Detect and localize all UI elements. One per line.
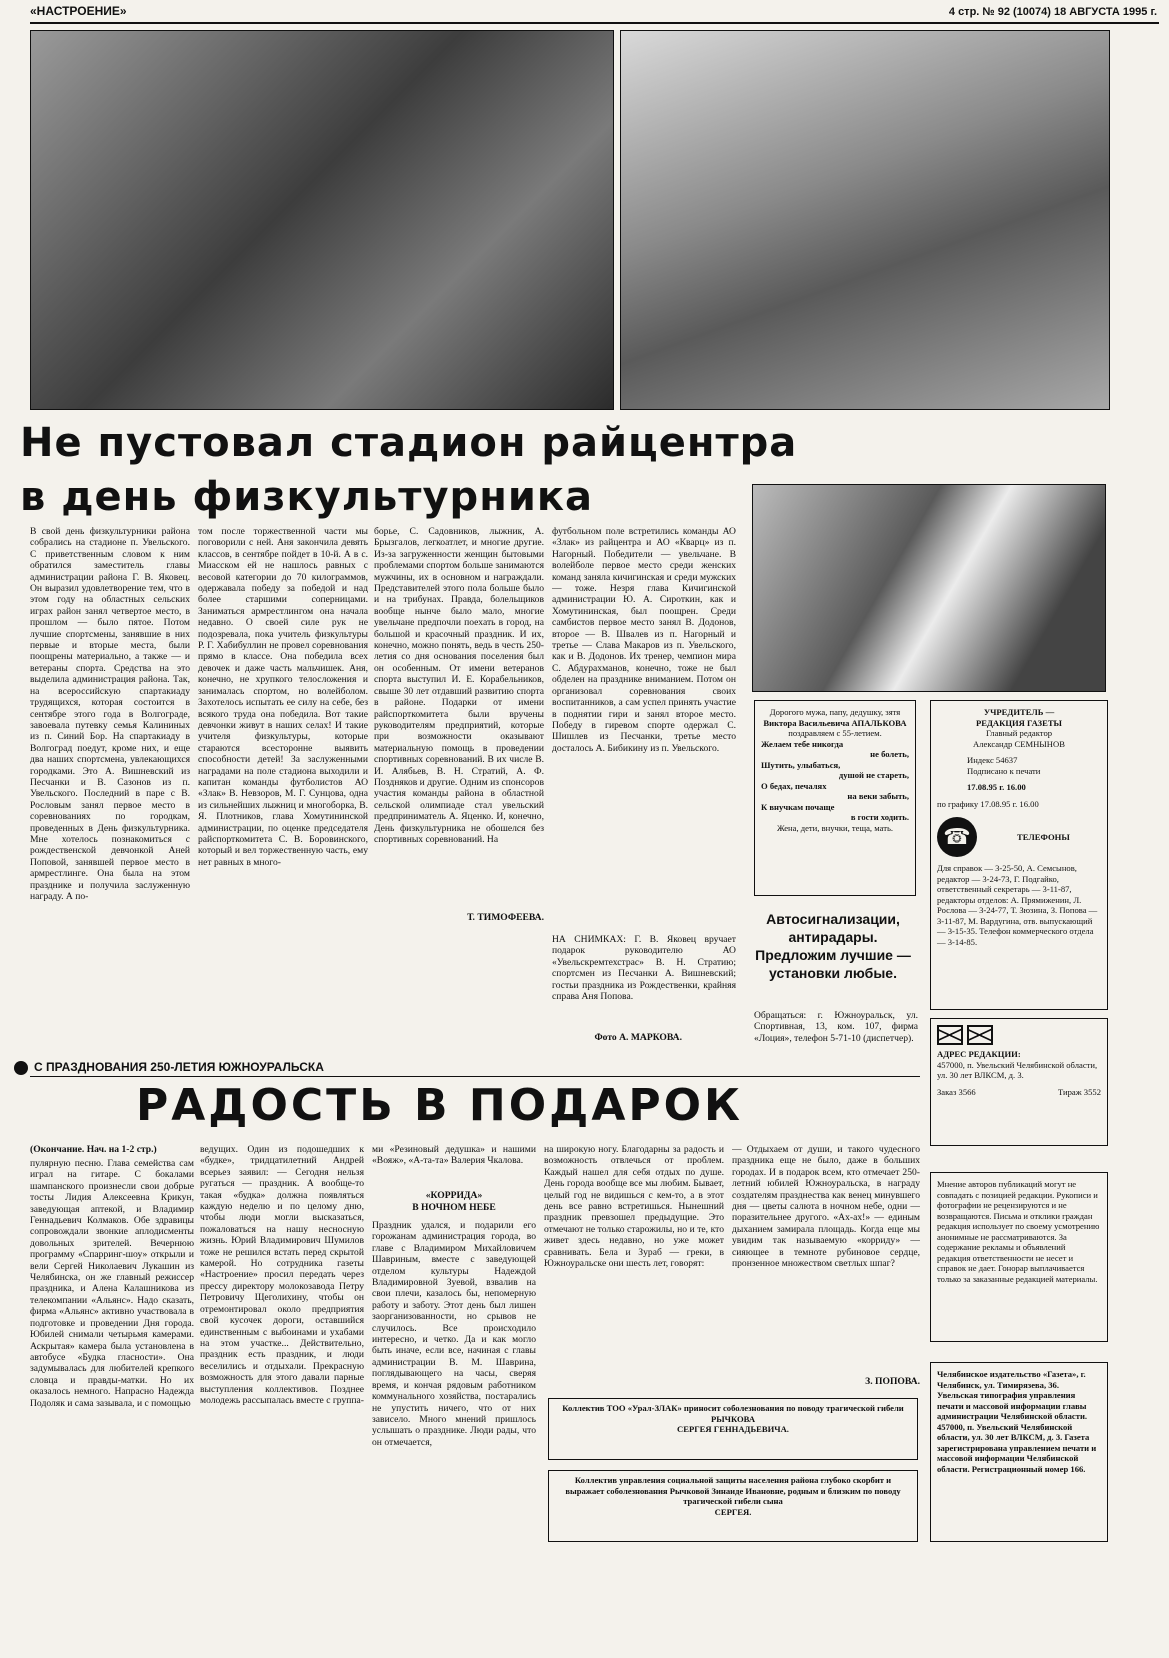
rubric-rule (30, 1076, 920, 1077)
founder-line4: Александр СЕМНЫНОВ (973, 738, 1065, 749)
founder-line1: УЧРЕДИТЕЛЬ — (983, 707, 1055, 717)
greeting-poem-2: не болеть, (870, 749, 909, 759)
greeting-signature: Жена, дети, внучки, теща, мать. (776, 822, 894, 833)
address-box (930, 1018, 1108, 1146)
greeting-poem-4: душой не стареть, (838, 770, 909, 780)
condolence1-name2: СЕРГЕЯ ГЕННАДЬЕВИЧА. (677, 1424, 789, 1434)
article2-col3: ми «Резиновый дедушка» и нашими «Вояж», «А-та-та» Валерия Чкалова. (372, 1144, 536, 1167)
article1-author: Т. ТИМОФЕЕВА. (467, 912, 544, 923)
address-title: АДРЕС РЕДАКЦИИ: (937, 1049, 1021, 1059)
condolence1-box (548, 1398, 918, 1460)
article2-title: РАДОСТЬ В ПОДАРОК (136, 1080, 743, 1131)
article2-subtitle1: «КОРРИДА» (425, 1190, 483, 1201)
phones-row (937, 817, 1101, 857)
article2-subtitle2: В НОЧНОМ НЕБЕ (412, 1202, 496, 1213)
phones-title: ТЕЛЕФОНЫ (1017, 831, 1070, 842)
greeting-poem-1: Желаем тебе никогда (761, 738, 844, 749)
greeting-occasion: поздравляем с 55-летием. (788, 728, 882, 738)
article1-title-line1: Не пустовал стадион райцентра (20, 420, 798, 466)
article1-title-line2: в день физкультурника (20, 474, 593, 520)
greeting-intro: Дорогого мужа, папу, дедушку, зятя (769, 707, 901, 717)
condolence1-text: Коллектив ТОО «Урал-ЗЛАК» приносит соболезнования по поводу трагической гибели (562, 1403, 904, 1413)
greeting-poem-8: в гости ходить. (850, 812, 909, 822)
founder-line3: Главный редактор (985, 728, 1053, 738)
telephone-icon: ☎ (937, 817, 977, 857)
photo-credit: Фото А. МАРКОВА. (594, 1032, 682, 1043)
publisher-box (930, 1362, 1108, 1542)
envelope-icon (937, 1025, 963, 1045)
photo-spectators (30, 30, 614, 410)
article2-subtext: Праздник удался, и подарили его горожанам администрация города, во главе с Владимиром Михайловичем Шавриным, вместе с заведующей отделом культуры Надеждой Владимировной Зуевой, взвалив на свои плечи, казалось бы, непомерную работу и заботу. Этот день был лишен заорганизованности, но срывов не случилось. Все происходило интересно, и четко. Да и как могло быть иначе, если все, начиная с главы администрации В. М. Шаврина, поглядывающего на часы, сверяя время, и кончая рядовым работником коммунального хозяйства, постарались не упустить ничего, что от них зависело. Много мнений пришлось услышать о празднике. Люди рады, что он отмечается, (372, 1220, 536, 1448)
photo-athlete (620, 30, 1110, 410)
rubric-bullet (14, 1061, 28, 1075)
founder-index: Индекс 54637 (967, 755, 1018, 765)
article1-col4: футбольном поле встретились команды АО «Злак» из райцентра и АО «Кварц» из п. Нагорный. Победители — увельчане. В волейболе первое место среди женских команд заняла кичигинская и среди мужских — тоже. Незря глава Кичигинской администрации Ю. А. Сироткин, как и Хомутининская, был поощрен. Среди самбистов первое место занял В. Додонов, второе — В. Швалев из п. Нагорный и третье — Слава Макаров из п. Увельского, как и В. Додонов. Их тренер, чемпион мира С. Абдурахманов, конечно, тоже не был обделен на празднике вниманием. Потом он организовал соревнования своих воспитанников, а сам успел принять участие в поднятии гири и занял второе место. Победу в гиревом спорте одержал С. Шишлев из Песчанки, третье место досталось А. Бибикину из п. Увельского. (552, 526, 736, 754)
circulation: Тираж 3552 (1057, 1086, 1101, 1097)
ad-contact: Обращаться: г. Южноуральск, ул. Спортивная, 13, ком. 107, фирма «Лоция», телефон 5-71-10 (диспетчер). (754, 1010, 918, 1044)
greeting-poem-5: О бедах, печалях (761, 780, 827, 791)
founder-subscription: Подписано к печати (967, 765, 1041, 776)
article2-col2: ведущих. Один из подошедших к «будке», тридцатилетний Андрей всерьез заявил: — Сегодня нельзя ругаться — праздник. А вообще-то такая «будка» должна появляться каждую неделю и по целому дню, чтобы люди могли высказаться, пожаловаться на нашу несносную жизнь. Юрий Владимирович Шумилов тоже не решился встать перед скрытой камерой. Но сотрудника газеты «Настроение» просил передать через прессу директору молокозавода Петру Петровичу Щеголихину, чтобы он отремонтировал около предприятия свой кусочек дороги, оставшийся единственным с выбоинами и ухабами на этом участке... Действительно, праздник есть праздник, и люди веселились и отдыхали. Прекрасную возможность для этого давали парные выступления коллективов. Позднее молодежь рассыпалась вместе с группа- (200, 1144, 364, 1406)
article1-col1: В свой день физкультурники района собрались на стадионе п. Увельского. С приветственным словом к ним обратился заместитель главы администрации района Г. В. Яковец. Он выразил удовлетворение тем, что в этом году на областных сельских играх район занял четвертое место, в прошлом — было пятое. Потом лучшие спортсмены, занявшие в них первые и вторые места, были поощрены материально, а также — и ветераны спорта. Средства на это выделила администрация района. Так, на всероссийскую спартакиаду трудящихся, которая состоится в сентябре этого года в Волгограде, завоевала путевку семья Калининых из п. Синий Бор. На спартакиаду в Волгоград поедут, кроме них, и еще два наших спортсмена, увлекающихся городками. Это А. Вишневский из Песчанки и В. Сазонов из п. Увельского. Последний в паре с В. Рословым занял первое место в соревнованиях по городкам, проведенных в День физкультурника. Мне хотелось познакомиться с рождественской девчонкой Аней Поповой, занявшей первое место в армрестлинге. Она была на этом празднике и получила заслуженную награду. А по- (30, 526, 190, 902)
phones-text: Для справок — 3-25-50, А. Семсынов, редактор — 3-24-73, Г. Подгайко, ответственный секретарь — 3-11-87, редакторы отделов: А. Прямиженин, Л. Рослова — 3-24-77, Т. Зюзина, З. Попова — 3-11-87, М. Вардугина, отв. выпускающий — 3-15-35. Телефон коммерческого отдела — 3-14-85. (937, 863, 1098, 947)
order-number: Заказ 3566 (937, 1086, 976, 1097)
photo-award (752, 484, 1106, 692)
article1-col3: борье, С. Садовников, лыжник, А. Брызгалов, легкоатлет, и многие другие. Из-за загруженности женщин бытовыми проблемами спортом больше занимаются мужчины, их в основном и награждали. Представителей этого пола больше было и на трибунах. Правда, болельщиков вообще нынче было мало, многие увельчане предпочли поехать в город, на большой и красочный праздник. И их, конечно, можно понять, ведь в честь 250-летия со дня основания поселения был он особенным. От имени ветеранов спорта выступил И. Е. Корабельников, свыше 30 лет отдавший развитию спорта в районе. Подарки от имени райспорткомитета были вручены руководителям предприятий, которые при возможности оказывают материальную помощь в проведении спортивных соревнований. В их числе В. И. Алябьев, В. Н. Стратий, А. Ф. Поздняков и другие. Одним из спонсоров участия команды района в областной сельской олимпиаде стал увельский предприниматель А. Яценко. И, конечно, День физкультурника не обошелся без спортивных соревнований. На (374, 526, 544, 845)
article2-continuation: (Окончание. Нач. на 1-2 стр.) (30, 1144, 157, 1155)
article1-caption: НА СНИМКАХ: Г. В. Яковец вручает подарок руководителю АО «Увельскремтехстрас» В. Н. Стратию; спортсмен из Песчанки А. Вишневский; гостьи праздника из Рождественки, крайняя справа Аня Попова. (552, 934, 736, 1003)
header-rule (30, 22, 1159, 24)
article2-col1: пулярную песню. Глава семейства сам играл на гитаре. С бокалами шампанского произнесли свои добрые тосты Лидия Алексеевна Крикун, заведующая аптекой, и Владимир Геннадьевич Колмаков. Обе здравицы сопровождали звонкие аплодисменты довольных зрителей. Вечернюю программу «Спарринг-шоу» открыли и вели Сергей Николаевич Лукашин из Челябинска, он же главный режиссер праздника, и Алена Калашникова из телекомпании «Альянс». Надо сказать, фирма «Альянс» активно участвовала в подготовке и проведении Дня города. Юбилей снимали четырьмя камерами. Аскрытая» камера была установлена в автобусе «Будка гласности». Она задумывалась для любителей крепкого словца и правды-матки. Но их оказалось немного. Напрасно Надежда Подоляк и сама зазывала, и с помощью (30, 1158, 194, 1409)
address-text: 457000, п. Увельский Челябинской области, ул. 30 лет ВЛКСМ, д. 3. (937, 1059, 1098, 1080)
paper-name: «НАСТРОЕНИЕ» (30, 4, 127, 18)
greeting-poem-6: на веки забыть, (847, 791, 909, 801)
publisher-text: Челябинское издательство «Газета», г. Челябинск, ул. Тимирязева, 36. Увельская типография управления печати и массовой информации главы администрации Челябинской области. 457000, п. Увельский Челябинской области, ул. 30 лет ВЛКСМ, д. 3. Газета зарегистрирована управлением печати и массовой информации Челябинской области. Регистрационный номер 166. (937, 1369, 1097, 1474)
founder-date1: 17.08.95 г. 16.00 (967, 782, 1026, 792)
ad-text: Автосигнализации, антирадары. Предложим лучшие — установки любые. (755, 911, 911, 981)
founder-line2: РЕДАКЦИЯ ГАЗЕТЫ (975, 717, 1063, 728)
condolence2-text: Коллектив управления социальной защиты населения района глубоко скорбит и выражает соболезнования Рычковой Зинаиде Ивановне, родным и близким по поводу трагической гибели сына (565, 1475, 901, 1506)
greeting-poem-7: К внучкам почаще (761, 801, 835, 812)
print-info (937, 1087, 1101, 1098)
article1-col2: том после торжественной части мы поговорили с ней. Аня закончила девять классов, в сентябре пойдет в 10-й. А в с. Миасском ей не нашлось равных с весовой категории до 70 килограммов, одержавала победу за победой и над более старшими соперницами. Заниматься армрестлингом она начала недавно. О своей силе рук не подозревала, пока учитель физкультуры Р. Г. Хабибуллин не провел соревнования прямо в классе. Она победила всех девочек и даже часть мальчишек. Аня, конечно, не хрупкого телосложения и занималась спортом, но волейболом. Захотелось испытать ее силу на себе, без всякого труда она победила. Вот такие девчонки живут в наших селах! И такие учителя физкультуры, которые стараются всесторонне выявить способности детей! За заслуженными наградами на поле стадиона выходили и капитан команды футболистов АО «Злак» В. Невзоров, М. Г. Сунцова, одна из сильнейших лыжниц и многоборка, В. Я. Плотников, глава Хомутининской администрации, по оценке председателя райспорткомитета С. В. Боровинского, который и вел торжественную часть, ему нет равных в много- (198, 526, 368, 868)
condolence1-name1: РЫЧКОВА (710, 1413, 756, 1424)
article2-col4: на широкую ногу. Благодарны за радость и возможность отвлечься от проблем. Каждый нашел для себя отдых по душе. День города вообще все мы любим. Бывает, целый год не видишься с кем-то, а в этот день все равно встретишься. Нынешний праздник превзошел предыдущие. Это отмечают не только старожилы, но и те, кто живет здесь недавно, но уже может сравнивать. Бела и Зураб — греки, в Южноуральске они шесть лет, говорят: (544, 1144, 724, 1270)
founder-box (930, 700, 1108, 1010)
greeting-poem-3: Шутить, улыбаться, (761, 759, 841, 770)
envelope-icon-2 (967, 1025, 993, 1045)
founder-date2: по графику 17.08.95 г. 16.00 (937, 798, 1039, 809)
article2-author: З. ПОПОВА. (865, 1376, 920, 1387)
article2-rubric: С ПРАЗДНОВАНИЯ 250-ЛЕТИЯ ЮЖНОУРАЛЬСКА (34, 1060, 324, 1074)
disclaimer-text: Мнение авторов публикаций могут не совпадать с позицией редакции. Рукописи и фотографии не рецензируются и не возвращаются. Письма и отклики граждан редакция использует по своему усмотрению анонимные не рассматриваются. За содержание рекламы и объявлений редакция ответственности не несет и справок не дает. Гонорар выплачивается только за заказанные редакцией материалы. (937, 1179, 1100, 1284)
greeting-box (754, 700, 916, 896)
condolence2-box (548, 1470, 918, 1542)
issue-info: 4 стр. № 92 (10074) 18 АВГУСТА 1995 г. (948, 6, 1157, 18)
greeting-name: Виктора Васильевича АПАЛЬКОВА (763, 717, 907, 728)
condolence2-name: СЕРГЕЯ. (714, 1506, 752, 1517)
disclaimer-box (930, 1172, 1108, 1342)
envelope-icons (937, 1025, 1101, 1045)
article2-col5: — Отдыхаем от души, и такого чудесного праздника еще не было, даже в больших городах. И в подарок всем, кто отмечает 250-летний юбилей Южноуральска, в награду создателям празднества как венец минувшего дня — цветы салюта в ночном небе, одни — поразительнее другого. «Ах-ах!» — единым дыханием замирала площадь. Когда еще мы увидим так называемую «корриду» — сияющее в темноте рубиновое сердце, пронзенное множеством светлых шпаг? (732, 1144, 920, 1270)
